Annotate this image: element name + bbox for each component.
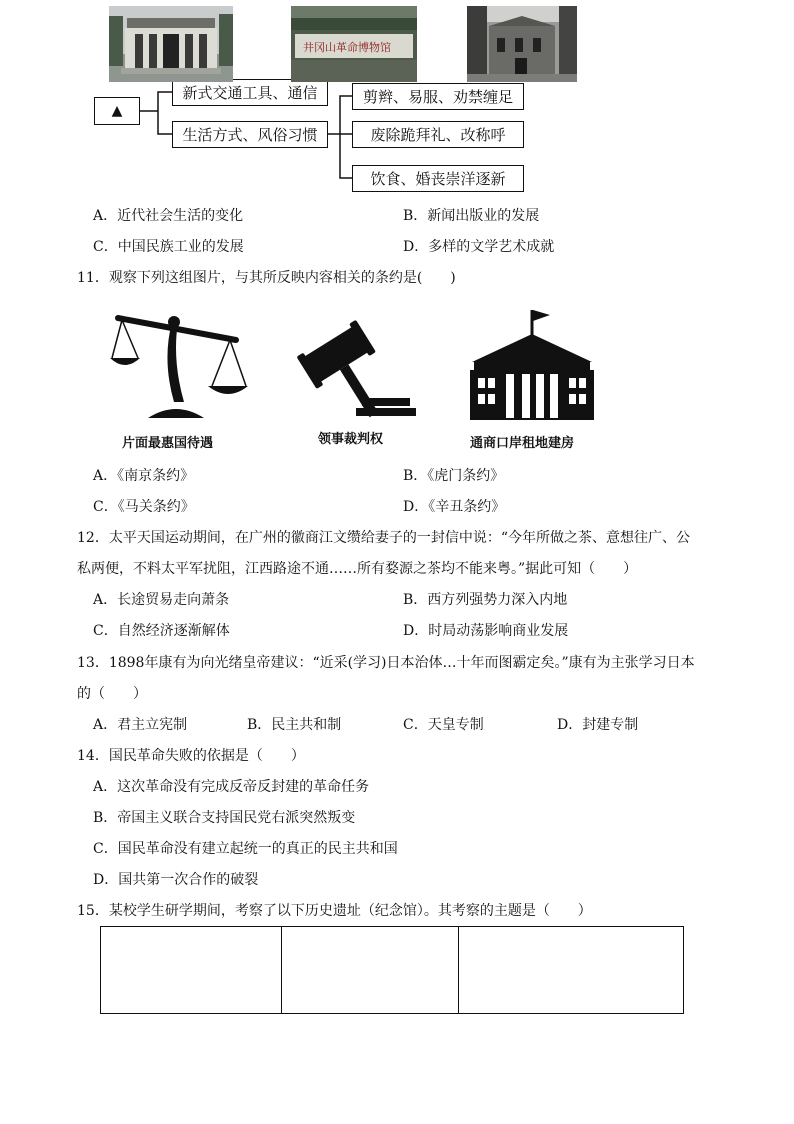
q12-stem-line-1: 12．太平天国运动期间，在广州的徽商江文缵给妻子的一封信中说：“今年所做之茶、意想往广、公	[77, 530, 690, 546]
q13-stem-line-2: 的（ ）	[77, 686, 147, 702]
building-icon	[466, 306, 598, 422]
q11-caption-1: 片面最惠国待遇	[122, 436, 214, 451]
diagram-level1-label-1: 新式交通工具、通信	[182, 84, 318, 102]
diagram-level2-box-3	[352, 165, 524, 192]
museum-sign-text: 井冈山革命博物馆	[303, 41, 391, 54]
museum-sign-photo	[291, 6, 417, 82]
diagram-level2-box-2	[352, 121, 524, 148]
q14-stem: 14．国民革命失败的依据是（ ）	[77, 748, 305, 764]
q12-stem-line-2: 私两便，不料太平军扰阻，江西路途不通……所有婺源之茶均不能来粤。”据此可知（ ）	[77, 561, 638, 577]
q15-photo-cell-1	[100, 926, 282, 1014]
q11-option-a[interactable]: A．《南京条约》	[93, 468, 195, 484]
diagram-level1-box-1	[172, 79, 328, 106]
diagram-level1-label-2: 生活方式、风俗习惯	[182, 126, 318, 144]
diagram-level2-box-1	[352, 83, 524, 110]
diagram-root-label: ▲	[111, 103, 123, 119]
q13-option-d[interactable]: D．封建专制	[557, 717, 639, 733]
q11-option-d[interactable]: D．《辛丑条约》	[403, 499, 506, 515]
diagram-level2-label-2: 废除跪拜礼、改称呼	[370, 126, 506, 144]
q10-option-c[interactable]: C．中国民族工业的发展	[93, 239, 244, 255]
q10-option-b[interactable]: B．新闻出版业的发展	[403, 208, 540, 224]
gavel-icon	[288, 320, 418, 420]
q11-caption-3: 通商口岸租地建房	[470, 436, 575, 451]
memorial-hall-photo	[109, 6, 233, 82]
q13-option-a[interactable]: A．君主立宪制	[93, 717, 188, 733]
diagram-level2-label-1: 剪辫、易服、劝禁缠足	[362, 88, 513, 106]
historic-building-photo	[467, 6, 577, 82]
q13-option-b[interactable]: B．民主共和制	[247, 717, 342, 733]
q13-stem-line-1: 13．1898年康有为向光绪皇帝建议：“近采(学习)日本治体…十年而图霸定矣。”康有为主张学习日本	[77, 655, 695, 671]
diagram-level2-label-3: 饮食、婚丧崇洋逐新	[370, 170, 506, 188]
q14-option-a[interactable]: A．这次革命没有完成反帝反封建的革命任务	[93, 779, 370, 795]
q14-option-c[interactable]: C．国民革命没有建立起统一的真正的民主共和国	[93, 841, 398, 857]
q15-photo-cell-2	[281, 926, 459, 1014]
q12-option-a[interactable]: A．长途贸易走向萧条	[93, 592, 230, 608]
q10-option-a[interactable]: A．近代社会生活的变化	[93, 208, 244, 224]
q15-photo-cell-3	[458, 926, 684, 1014]
q10-option-d[interactable]: D．多样的文学艺术成就	[403, 239, 555, 255]
q12-option-c[interactable]: C．自然经济逐渐解体	[93, 623, 230, 639]
diagram-level1-box-2	[172, 121, 328, 148]
q11-caption-2: 领事裁判权	[318, 432, 384, 447]
q11-option-c[interactable]: C．《马关条约》	[93, 499, 195, 515]
q13-option-c[interactable]: C．天皇专制	[403, 717, 484, 733]
q11-stem: 11．观察下列这组图片，与其所反映内容相关的条约是( )	[77, 270, 456, 286]
q12-option-b[interactable]: B．西方列强势力深入内地	[403, 592, 568, 608]
q14-option-d[interactable]: D．国共第一次合作的破裂	[93, 872, 259, 888]
q11-option-b[interactable]: B．《虎门条约》	[403, 468, 505, 484]
q14-option-b[interactable]: B．帝国主义联合支持国民党右派突然叛变	[93, 810, 356, 826]
q15-stem: 15．某校学生研学期间，考察了以下历史遗址（纪念馆）。其考察的主题是（ ）	[77, 903, 592, 919]
q12-option-d[interactable]: D．时局动荡影响商业发展	[403, 623, 569, 639]
balance-scale-icon	[108, 300, 248, 428]
